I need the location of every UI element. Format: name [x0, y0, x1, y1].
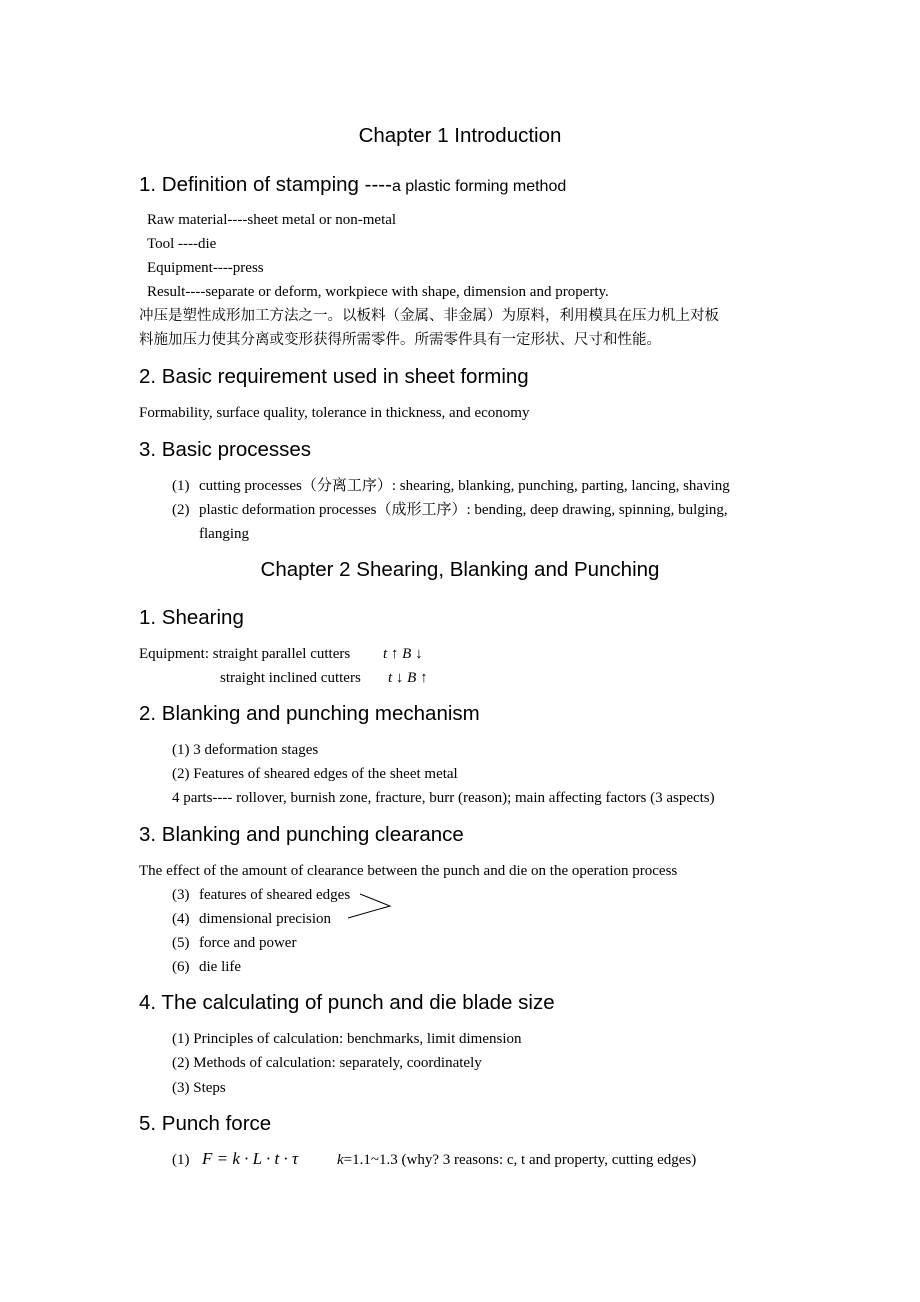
list-item-cont: flanging	[199, 526, 249, 542]
text-line: straight inclined cutters	[220, 670, 361, 686]
list-number: (4)	[172, 911, 190, 927]
text-line: Result----separate or deform, workpiece with shape, dimension and property.	[147, 284, 609, 300]
equation: t ↓ B ↑	[388, 670, 428, 686]
list-item: features of sheared edges	[199, 887, 351, 903]
list-number: (5)	[172, 935, 190, 951]
section-heading	[139, 172, 566, 200]
text-line: Equipment----press	[147, 260, 264, 276]
list-item: force and power	[199, 935, 297, 951]
section-heading: 3. Basic processes	[139, 438, 312, 461]
text-line: (2) Features of sheared edges of the sheet metal	[172, 766, 458, 782]
list-number: (1)	[172, 478, 190, 494]
text-line: (2) Methods of calculation: separately, coordinately	[172, 1055, 482, 1071]
list-number: (6)	[172, 959, 190, 975]
text-line: Equipment: straight parallel cutters	[139, 646, 351, 662]
text-line: 4 parts---- rollover, burnish zone, fracture, burr (reason); main affecting factors (3 aspects)	[172, 790, 715, 806]
heading-text: 1. Definition of stamping ----	[139, 173, 392, 196]
text-line: The effect of the amount of clearance between the punch and die on the operation process	[139, 863, 678, 879]
text-line: Raw material----sheet metal or non-metal	[147, 212, 397, 228]
section-heading: 2. Blanking and punching mechanism	[139, 702, 480, 725]
section-heading: 5. Punch force	[139, 1112, 272, 1135]
list-number: (2)	[172, 502, 190, 518]
text-line: Tool ----die	[147, 236, 217, 252]
list-item: dimensional precision	[199, 911, 332, 927]
section-heading: 1. Shearing	[139, 606, 244, 629]
formula-note	[337, 1150, 696, 1170]
text-line: (1) Principles of calculation: benchmarks, limit dimension	[172, 1031, 522, 1047]
text-line: (3) Steps	[172, 1080, 226, 1096]
section-heading: 3. Blanking and punching clearance	[139, 823, 464, 846]
formula: F = k · L · t · τ	[202, 1149, 299, 1168]
list-number: (3)	[172, 887, 190, 903]
text-line: (1) 3 deformation stages	[172, 742, 319, 758]
chinese-text: 料施加压力使其分离或变形获得所需零件。所需零件具有一定形状、尺寸和性能。	[139, 332, 661, 348]
note-text: =1.1~1.3 (why? 3 reasons: c, t and property, cutting edges)	[343, 1152, 697, 1168]
k-symbol: k	[337, 1152, 344, 1168]
list-item: die life	[199, 959, 242, 975]
section-heading: 2. Basic requirement used in sheet forming	[139, 365, 529, 388]
bracket-lines	[340, 890, 400, 930]
chapter-1-title: Chapter 1 Introduction	[358, 124, 562, 147]
equation: t ↑ B ↓	[383, 646, 423, 662]
chinese-text: 冲压是塑性成形加工方法之一。以板料（金属、非金属）为原料，利用模具在压力机上对板	[139, 308, 719, 324]
list-item: cutting processes（分离工序）: shearing, blanking, punching, parting, lancing, shaving	[199, 478, 730, 494]
list-number: (1)	[172, 1152, 190, 1168]
list-item: plastic deformation processes（成形工序）: bending, deep drawing, spinning, bulging,	[199, 502, 728, 518]
section-heading: 4. The calculating of punch and die blade size	[139, 991, 555, 1014]
heading-subtitle: a plastic forming method	[391, 178, 567, 195]
text-line: Formability, surface quality, tolerance in thickness, and economy	[139, 405, 530, 421]
chapter-2-title: Chapter 2 Shearing, Blanking and Punching	[260, 558, 660, 581]
